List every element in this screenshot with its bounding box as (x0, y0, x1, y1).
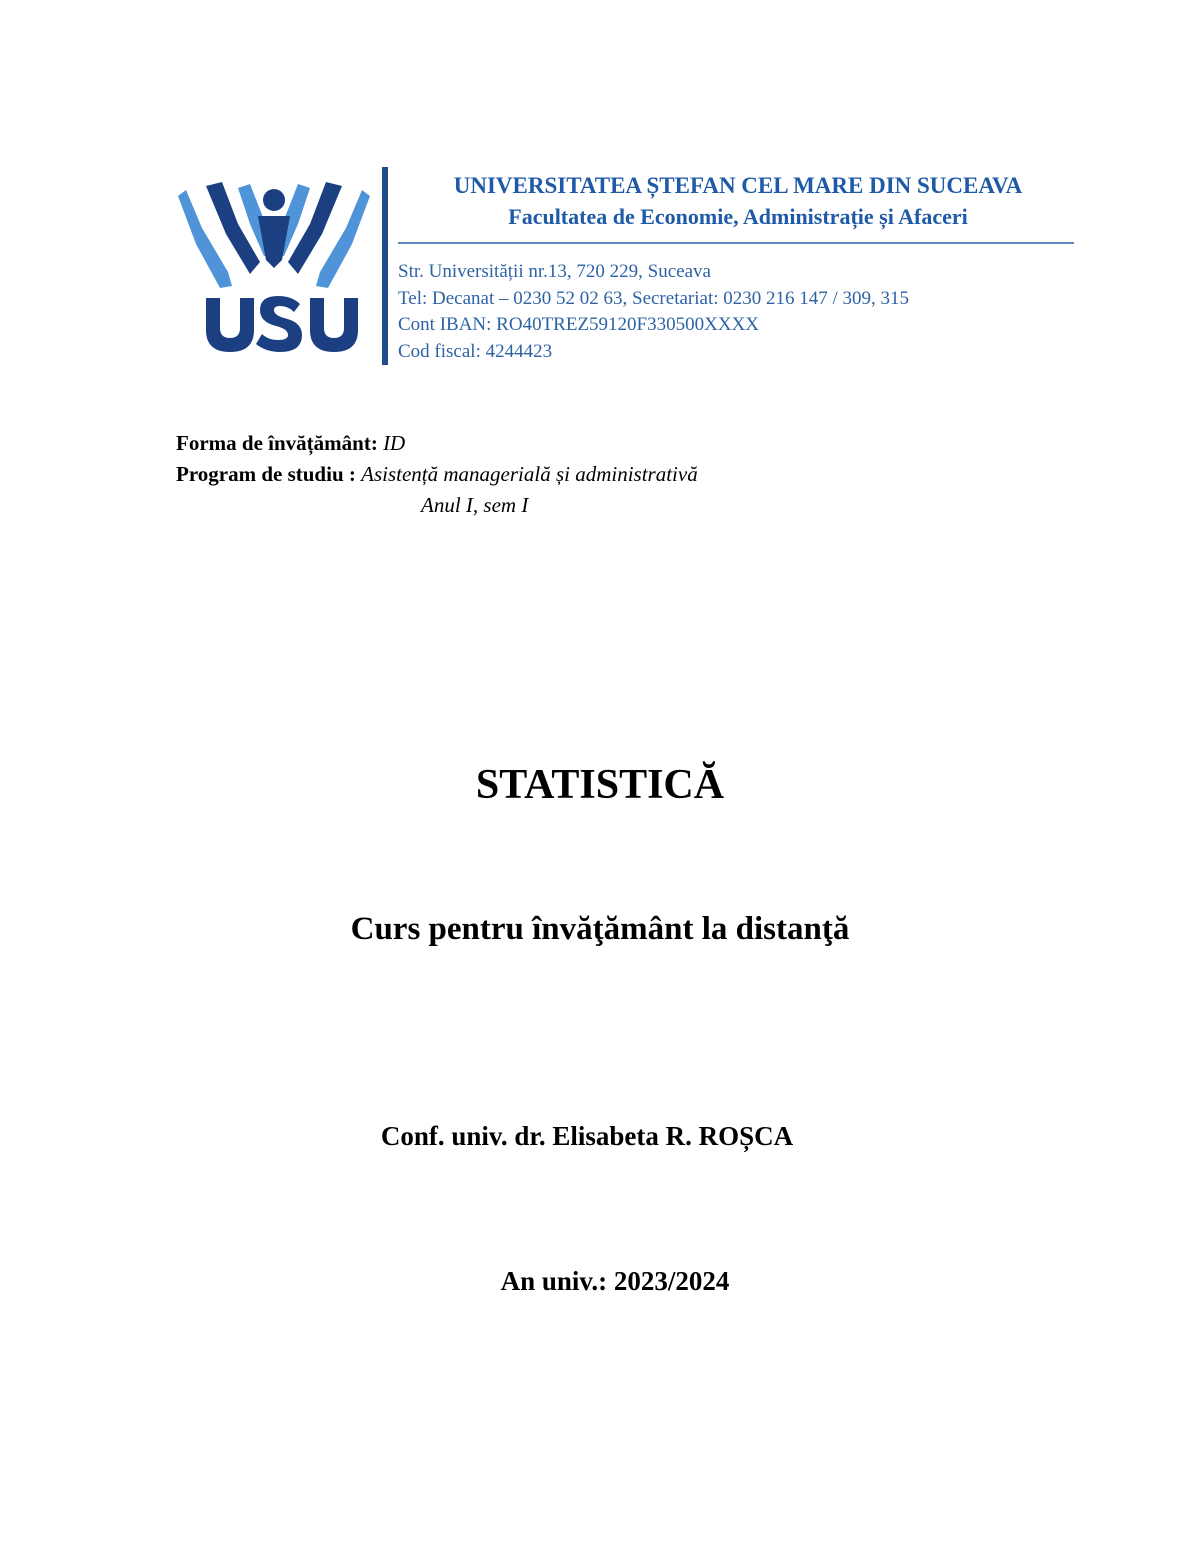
study-form-line (176, 428, 698, 459)
faculty-name: Facultatea de Economie, Administrație și Afaceri (508, 204, 968, 229)
university-name: UNIVERSITATEA ȘTEFAN CEL MARE DIN SUCEAVA (453, 173, 1023, 198)
header-divider-horizontal (398, 242, 1074, 244)
contact-fiscal-code: Cod fiscal: 4244423 (398, 340, 553, 362)
contact-phone: Tel: Decanat – 0230 52 02 63, Secretariat: 0230 216 147 / 309, 315 (398, 287, 910, 309)
study-program-line (176, 459, 698, 490)
document-subtitle: Curs pentru învăţământ la distanţă (350, 911, 850, 947)
academic-year: An univ.: 2023/2024 (500, 1266, 730, 1296)
usu-logo-icon (176, 180, 372, 356)
contact-address: Str. Universității nr.13, 720 229, Suceava (398, 261, 711, 282)
program-info (176, 428, 698, 521)
year-semester: Anul I, sem I (421, 493, 529, 517)
author-name: Conf. univ. dr. Elisabeta R. ROȘCA (380, 1121, 794, 1151)
document-title: STATISTICĂ (475, 762, 725, 808)
year-semester-line (176, 490, 698, 521)
contact-block (398, 259, 909, 365)
header-divider-vertical (382, 167, 388, 365)
study-form-label: Forma de învățământ: (176, 431, 378, 455)
study-form-value: ID (383, 431, 406, 455)
study-program-label: Program de studiu : (176, 462, 356, 486)
contact-iban: Cont IBAN: RO40TREZ59120F330500XXXX (398, 314, 760, 335)
study-program-value: Asistență managerială și administrativă (361, 462, 698, 486)
